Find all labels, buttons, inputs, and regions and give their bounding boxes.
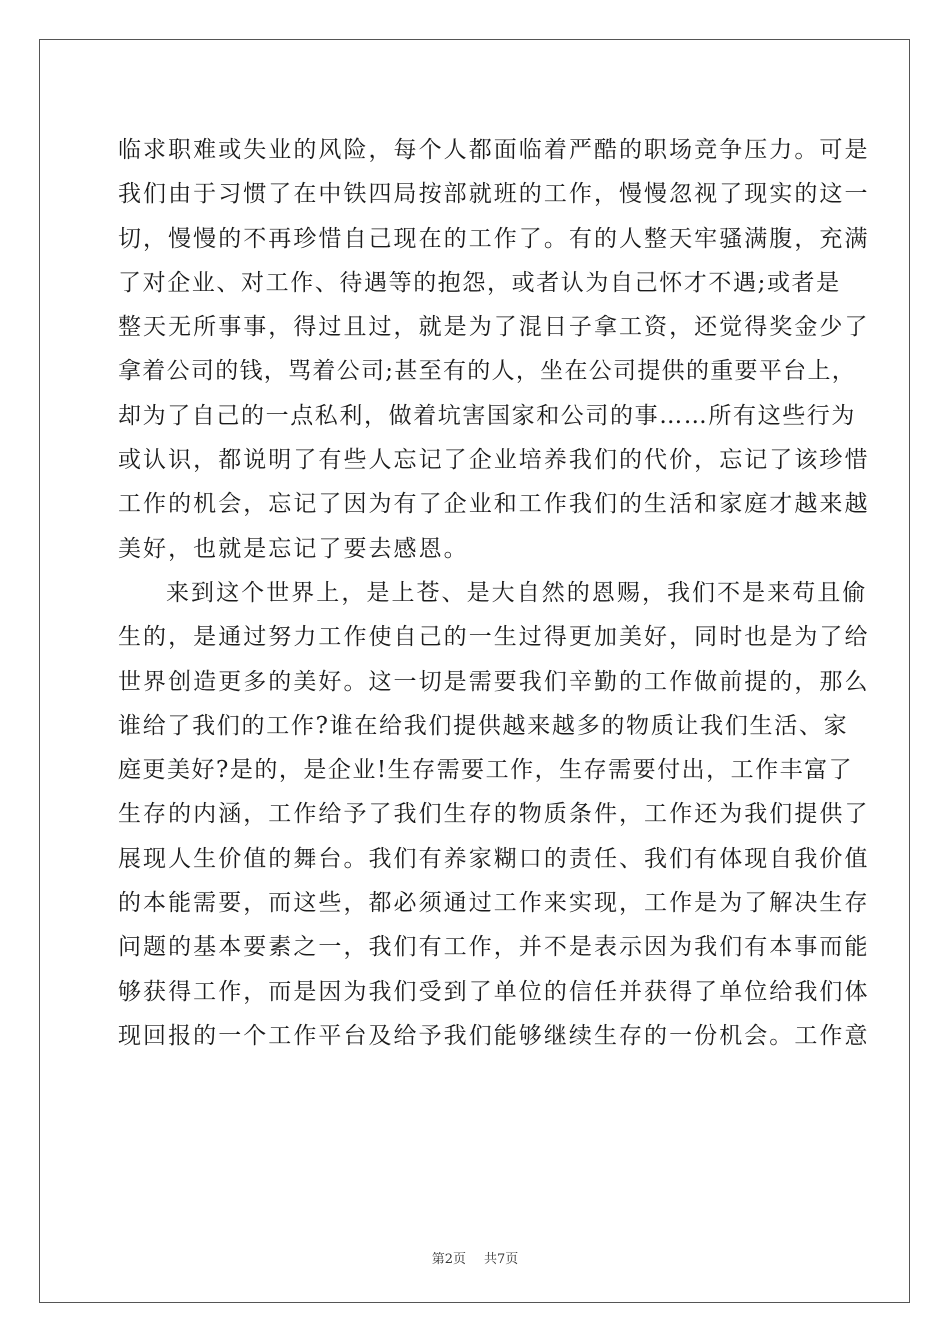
text-line: 生的，是通过努力工作使自己的一生过得更加美好，同时也是为了给	[118, 624, 870, 651]
page-footer	[0, 1248, 950, 1267]
text-line: 世界创造更多的美好。这一切是需要我们辛勤的工作做前提的，那么	[118, 668, 870, 695]
text-line: 生存的内涵，工作给予了我们生存的物质条件，工作还为我们提供了	[118, 801, 870, 828]
text-line: 或认识，都说明了有些人忘记了企业培养我们的代价，忘记了该珍惜	[118, 447, 870, 474]
text-line: 够获得工作，而是因为我们受到了单位的信任并获得了单位给我们体	[118, 978, 870, 1005]
text-line: 却为了自己的一点私利，做着坑害国家和公司的事……所有这些行为	[118, 402, 856, 429]
text-line: 谁给了我们的工作?谁在给我们提供越来越多的物质让我们生活、家	[118, 712, 849, 739]
document-body	[118, 128, 870, 1058]
text-line: 我们由于习惯了在中铁四局按部就班的工作，慢慢忽视了现实的这一	[118, 181, 870, 208]
text-line: 展现人生价值的舞台。我们有养家糊口的责任、我们有体现自我价值	[118, 845, 870, 872]
page-total: 共7页	[484, 1252, 519, 1267]
text-line: 的本能需要，而这些，都必须通过工作来实现，工作是为了解决生存	[118, 890, 870, 917]
text-line: 现回报的一个工作平台及给予我们能够继续生存的一份机会。工作意	[118, 1022, 870, 1049]
text-line: 拿着公司的钱，骂着公司;甚至有的人，坐在公司提供的重要平台上，	[118, 358, 857, 385]
text-line: 整天无所事事，得过且过，就是为了混日子拿工资，还觉得奖金少了	[118, 314, 870, 341]
text-line: 庭更美好?是的，是企业!生存需要工作，生存需要付出，工作丰富了	[118, 757, 854, 784]
text-line: 美好，也就是忘记了要去感恩。	[118, 535, 469, 562]
text-line: 临求职难或失业的风险，每个人都面临着严酷的职场竞争压力。可是	[118, 137, 870, 163]
text-line: 切，慢慢的不再珍惜自己现在的工作了。有的人整天牢骚满腹，充满	[118, 225, 870, 252]
text-line: 工作的机会，忘记了因为有了企业和工作我们的生活和家庭才越来越	[118, 491, 870, 518]
text-line: 了对企业、对工作、待遇等的抱怨，或者认为自己怀才不遇;或者是	[118, 269, 841, 296]
text-line-indented: 来到这个世界上，是上苍、是大自然的恩赐，我们不是来苟且偷	[166, 579, 868, 606]
text-line: 问题的基本要素之一，我们有工作，并不是表示因为我们有本事而能	[118, 934, 870, 961]
page-number: 第2页	[431, 1252, 466, 1267]
